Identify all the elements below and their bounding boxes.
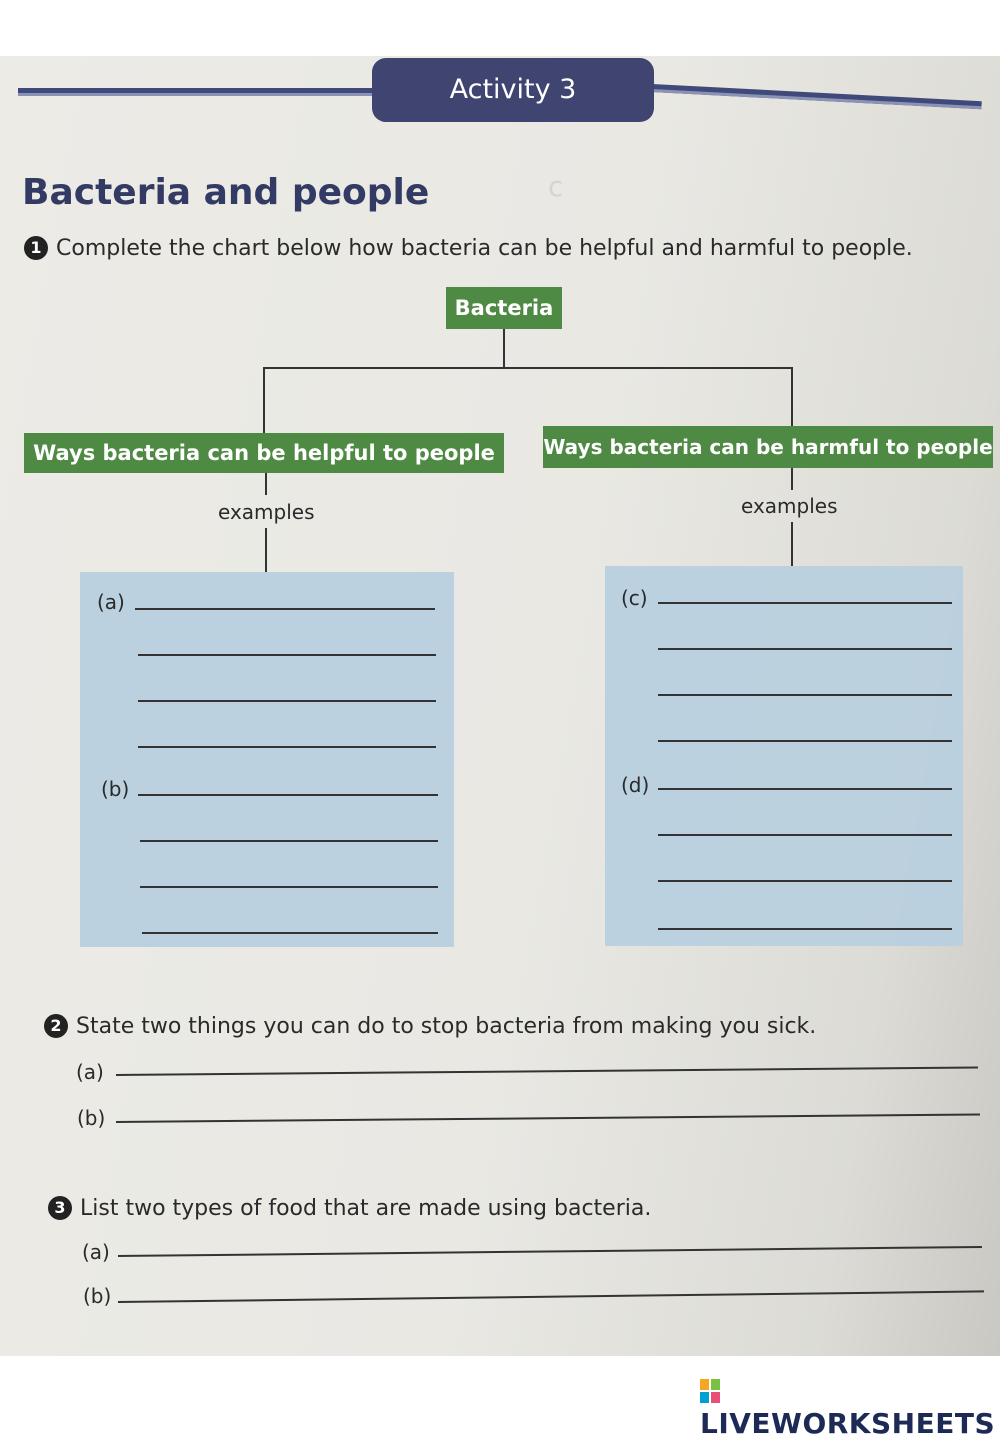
connector-harmful-examples-bottom <box>791 522 793 566</box>
connector-helpful-examples-bottom <box>265 528 267 572</box>
q2-label-b: (b) <box>77 1106 106 1130</box>
liveworksheets-brand: LIVEWORKSHEETS <box>700 1407 996 1440</box>
q3-label-a: (a) <box>82 1240 110 1264</box>
bacteria-root-node: Bacteria <box>446 287 562 329</box>
answer-line-d1[interactable] <box>658 788 952 790</box>
answer-line-a4[interactable] <box>138 746 436 748</box>
question-number-3: 3 <box>48 1196 72 1220</box>
question-number-2: 2 <box>44 1014 68 1038</box>
q2-label-a: (a) <box>76 1060 104 1084</box>
connector-harmful-examples-top <box>791 468 793 490</box>
answer-line-a1[interactable] <box>135 608 435 610</box>
show-through-text: ɔ <box>548 170 564 203</box>
connector-root-down <box>503 329 505 369</box>
label-b: (b) <box>101 777 130 801</box>
answer-line-a3[interactable] <box>138 700 436 702</box>
liveworksheets-logo <box>700 1374 1000 1440</box>
question-number-1: 1 <box>24 236 48 260</box>
connector-right-down <box>791 367 793 427</box>
question-3-text: List two types of food that are made using bacteria. <box>80 1196 652 1221</box>
question-2 <box>44 1014 816 1039</box>
q3-label-b: (b) <box>83 1284 112 1308</box>
header-rule-left <box>18 88 378 96</box>
label-d: (d) <box>621 773 650 797</box>
label-c: (c) <box>621 586 648 610</box>
liveworksheets-icon <box>700 1379 720 1403</box>
activity-tab: Activity 3 <box>372 58 654 122</box>
answer-line-d3[interactable] <box>658 880 952 882</box>
question-2-text: State two things you can do to stop bacteria from making you sick. <box>76 1014 817 1039</box>
examples-label-right: examples <box>741 494 838 518</box>
answer-line-b2[interactable] <box>140 840 438 842</box>
answer-line-c3[interactable] <box>658 694 952 696</box>
question-1 <box>24 236 913 261</box>
answer-line-b4[interactable] <box>142 932 438 934</box>
answer-line-a2[interactable] <box>138 654 436 656</box>
answer-line-c2[interactable] <box>658 648 952 650</box>
connector-helpful-examples-top <box>265 473 267 495</box>
helpful-node: Ways bacteria can be helpful to people <box>24 433 504 473</box>
answer-line-d2[interactable] <box>658 834 952 836</box>
answer-line-c1[interactable] <box>658 602 952 604</box>
question-3 <box>48 1196 651 1221</box>
section-title: Bacteria and people <box>22 172 430 213</box>
answer-line-b3[interactable] <box>140 886 438 888</box>
question-1-text: Complete the chart below how bacteria can be helpful and harmful to people. <box>56 236 913 261</box>
helpful-answer-box <box>80 572 454 947</box>
answer-line-b1[interactable] <box>138 794 438 796</box>
connector-horizontal <box>263 367 793 369</box>
examples-label-left: examples <box>218 500 315 524</box>
answer-line-c4[interactable] <box>658 740 952 742</box>
connector-left-down <box>263 367 265 433</box>
harmful-node: Ways bacteria can be harmful to people <box>543 426 993 468</box>
answer-line-d4[interactable] <box>658 928 952 930</box>
label-a: (a) <box>97 590 125 614</box>
harmful-answer-box <box>605 566 963 946</box>
